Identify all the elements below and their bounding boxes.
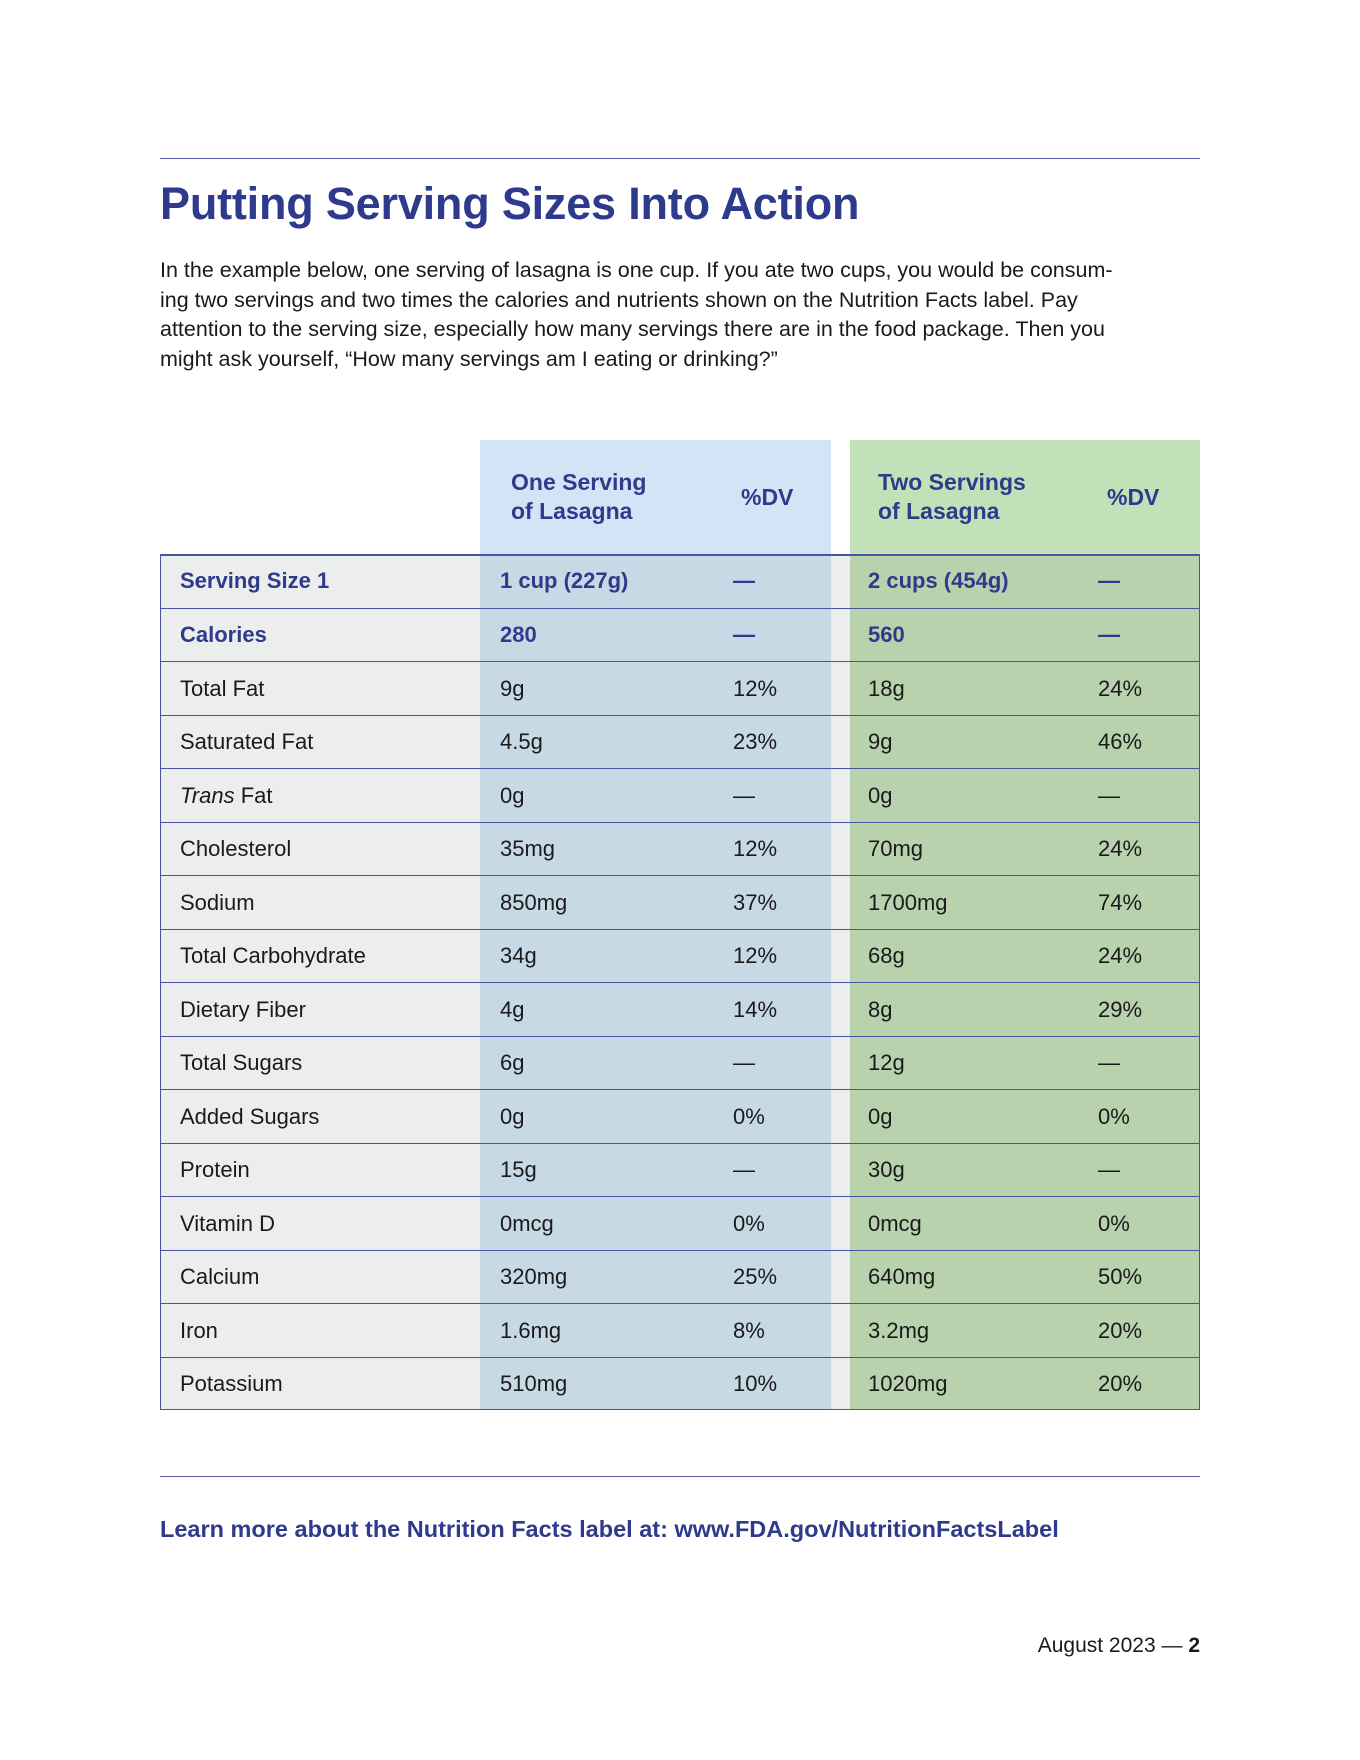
intro-paragraph <box>160 256 1200 374</box>
one-serving-amount: 280 <box>500 622 537 648</box>
one-serving-amount: 0g <box>500 1103 525 1129</box>
two-servings-dv: 0% <box>1098 1210 1130 1236</box>
one-serving-dv: 12% <box>733 943 778 969</box>
two-servings-amount: 640mg <box>868 1264 936 1290</box>
nutrient-name: Total Sugars <box>180 1050 303 1076</box>
two-servings-amount: 9g <box>868 729 893 755</box>
one-serving-dv: — <box>733 1050 755 1076</box>
nutrient-name: Dietary Fiber <box>180 996 306 1022</box>
one-serving-dv: 25% <box>733 1264 778 1290</box>
two-servings-amount: 70mg <box>868 836 924 862</box>
one-serving-amount: 510mg <box>500 1371 568 1397</box>
two-servings-dv: 24% <box>1098 943 1143 969</box>
one-serving-amount: 1.6mg <box>500 1317 562 1343</box>
one-serving-amount: 9g <box>500 675 525 701</box>
two-servings-dv: 20% <box>1098 1317 1143 1343</box>
one-serving-dv: 12% <box>733 675 778 701</box>
nutrient-name: Sodium <box>180 889 255 915</box>
two-servings-dv: 29% <box>1098 996 1143 1022</box>
header-two-servings-line1: Two Servings <box>878 469 1026 495</box>
header-two-dv: %DV <box>1107 483 1160 510</box>
two-servings-dv: 74% <box>1098 889 1143 915</box>
one-serving-amount: 850mg <box>500 889 568 915</box>
two-servings-dv: 46% <box>1098 729 1143 755</box>
serving-comparison-table <box>160 440 1200 1410</box>
nutrient-name: Cholesterol <box>180 836 292 862</box>
two-servings-dv: 50% <box>1098 1264 1143 1290</box>
one-serving-amount: 0g <box>500 782 525 808</box>
one-serving-amount: 0mcg <box>500 1210 554 1236</box>
nutrient-name: Calories <box>180 622 267 648</box>
two-servings-amount: 1020mg <box>868 1371 948 1397</box>
two-servings-amount: 0g <box>868 782 893 808</box>
nutrient-name: Potassium <box>180 1371 283 1397</box>
header-one-serving-line2: of Lasagna <box>511 498 633 524</box>
nutrient-name: Calcium <box>180 1264 260 1290</box>
two-servings-amount: 0mcg <box>868 1210 922 1236</box>
one-serving-amount: 15g <box>500 1157 537 1183</box>
intro-line: In the example below, one serving of lasagna is one cup. If you ate two cups, you would be consum- <box>160 258 1113 282</box>
top-divider <box>160 158 1200 159</box>
one-serving-dv: — <box>733 622 755 648</box>
two-servings-dv: — <box>1098 1157 1120 1183</box>
two-servings-amount: 560 <box>868 622 905 648</box>
one-serving-dv: 23% <box>733 729 778 755</box>
header-two-servings-line2: of Lasagna <box>878 498 1000 524</box>
one-serving-amount: 320mg <box>500 1264 568 1290</box>
one-serving-dv: 37% <box>733 889 778 915</box>
header-one-serving-line1: One Serving <box>511 469 647 495</box>
two-servings-amount: 3.2mg <box>868 1317 930 1343</box>
table-border <box>160 554 1200 1410</box>
nutrient-name: Added Sugars <box>180 1103 320 1129</box>
one-serving-dv: — <box>733 1157 755 1183</box>
nutrient-name: Saturated Fat <box>180 729 314 755</box>
one-serving-amount: 34g <box>500 943 537 969</box>
two-servings-amount: 0g <box>868 1103 893 1129</box>
header-one-serving <box>511 440 711 554</box>
two-servings-amount: 1700mg <box>868 889 948 915</box>
nutrient-name: Serving Size 1 <box>180 567 330 593</box>
header-one-dv: %DV <box>741 483 794 510</box>
nutrient-name: Total Fat <box>180 675 265 701</box>
one-serving-amount: 4.5g <box>500 729 543 755</box>
two-servings-amount: 18g <box>868 675 905 701</box>
one-serving-dv: 12% <box>733 836 778 862</box>
two-servings-dv: 20% <box>1098 1371 1143 1397</box>
two-servings-dv: — <box>1098 782 1120 808</box>
intro-line: might ask yourself, “How many servings am I eating or drinking?” <box>160 346 778 371</box>
bottom-divider <box>160 1476 1200 1477</box>
intro-line: ing two servings and two times the calories and nutrients shown on the Nutrition Facts label. Pay <box>160 287 1078 312</box>
two-servings-dv: — <box>1098 1050 1120 1076</box>
two-servings-amount: 68g <box>868 943 905 969</box>
nutrient-name-rest: Fat <box>234 782 273 808</box>
two-servings-amount: 8g <box>868 996 893 1022</box>
one-serving-dv: — <box>733 782 755 808</box>
one-serving-dv: 0% <box>733 1103 765 1129</box>
page-title: Putting Serving Sizes Into Action <box>160 178 860 229</box>
nutrient-name: Vitamin D <box>180 1210 275 1236</box>
footer-date: August 2023 — <box>1037 1634 1189 1657</box>
two-servings-dv: — <box>1098 622 1120 648</box>
intro-line: attention to the serving size, especially how many servings there are in the food package. Then you <box>160 317 1105 342</box>
page-footer <box>1038 1634 1200 1658</box>
one-serving-amount: 35mg <box>500 836 556 862</box>
one-serving-dv: — <box>733 567 755 593</box>
nutrient-name-italic: Trans <box>180 782 235 808</box>
one-serving-amount: 6g <box>500 1050 525 1076</box>
learn-more-text: Learn more about the Nutrition Facts label at: www.FDA.gov/NutritionFactsLabel <box>160 1516 1059 1542</box>
page-number: 2 <box>1188 1634 1200 1657</box>
one-serving-amount: 1 cup (227g) <box>500 567 629 593</box>
one-serving-dv: 0% <box>733 1210 765 1236</box>
header-two-servings <box>878 440 1078 554</box>
two-servings-amount: 2 cups (454g) <box>868 567 1009 593</box>
nutrient-name: Total Carbohydrate <box>180 943 366 969</box>
nutrient-name: Protein <box>180 1157 250 1183</box>
two-servings-dv: 0% <box>1098 1103 1130 1129</box>
one-serving-dv: 14% <box>733 996 778 1022</box>
two-servings-amount: 30g <box>868 1157 905 1183</box>
one-serving-dv: 8% <box>733 1317 765 1343</box>
two-servings-dv: 24% <box>1098 836 1143 862</box>
two-servings-dv: 24% <box>1098 675 1143 701</box>
one-serving-amount: 4g <box>500 996 525 1022</box>
two-servings-amount: 12g <box>868 1050 905 1076</box>
one-serving-dv: 10% <box>733 1371 778 1397</box>
two-servings-dv: — <box>1098 567 1120 593</box>
nutrient-name: Iron <box>180 1317 218 1343</box>
